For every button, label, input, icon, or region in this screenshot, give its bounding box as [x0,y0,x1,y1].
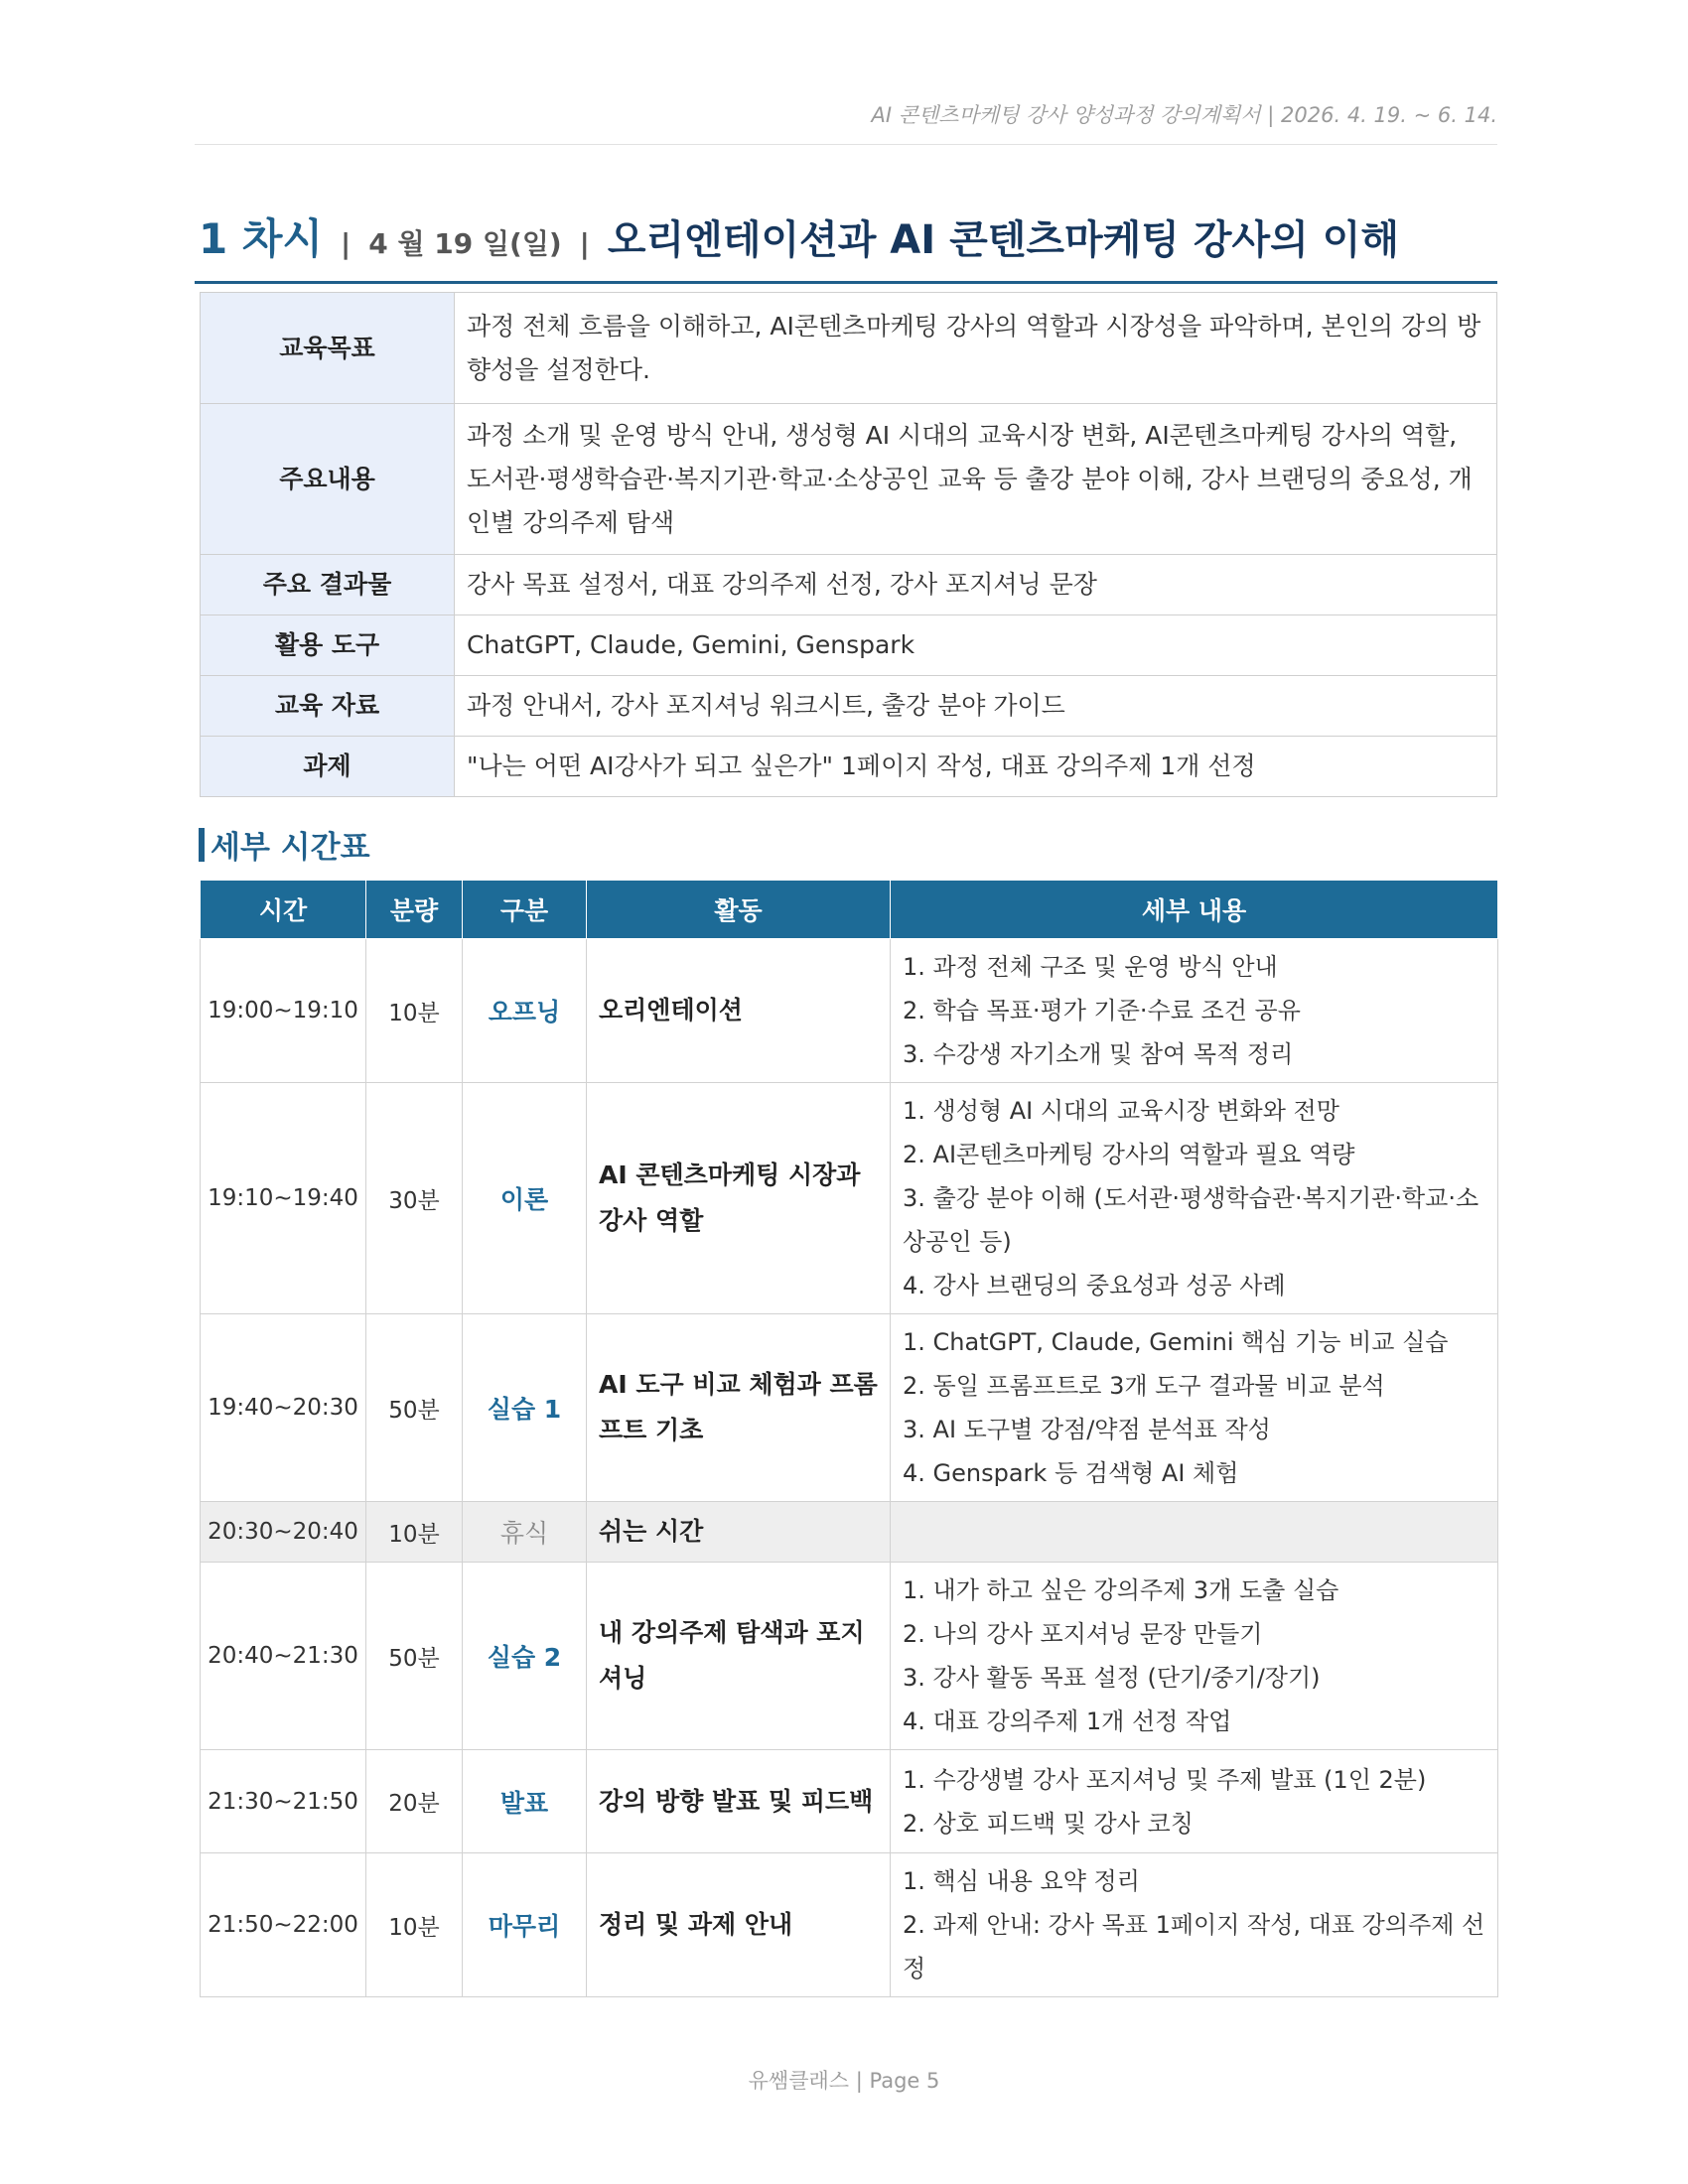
table-row [201,939,1498,1083]
info-value: 과정 전체 흐름을 이해하고, AI콘텐츠마케팅 강사의 역할과 시장성을 파악하며, 본인의 강의 방향성을 설정한다. [455,293,1497,404]
title-divider [195,281,1497,284]
row-duration: 10분 [366,939,463,1083]
info-value: ChatGPT, Claude, Gemini, Genspark [455,615,1497,676]
page-header: AI 콘텐츠마케팅 강사 양성과정 강의계획서 | 2026. 4. 19. ~ 6. 14. [871,103,1497,127]
row-time: 21:50~22:00 [201,1853,366,1997]
session-date: 4 월 19 일(일) [368,227,562,260]
row-duration: 50분 [366,1314,463,1502]
column-header-details: 세부 내용 [891,881,1498,939]
row-duration: 50분 [366,1563,463,1750]
heading-bar [199,828,205,862]
page-footer: 유쌤클래스 | Page 5 [748,2069,940,2093]
row-time: 19:40~20:30 [201,1314,366,1502]
title-separator: | [341,227,352,260]
info-row [201,615,1497,676]
info-label: 교육 자료 [201,676,455,737]
info-label: 주요 결과물 [201,555,455,615]
info-row [201,737,1497,797]
session-name: 오리엔테이션과 AI 콘텐츠마케팅 강사의 이해 [607,217,1399,263]
table-row [201,1563,1498,1750]
table-row [201,1853,1498,1997]
row-category: 실습 2 [463,1563,587,1750]
detail-item: 3. 수강생 자기소개 및 참여 목적 정리 [903,1040,1294,1068]
detail-item: 3. AI 도구별 강점/약점 분석표 작성 [903,1416,1271,1443]
row-time: 20:30~20:40 [201,1502,366,1563]
row-duration: 30분 [366,1083,463,1314]
row-duration: 10분 [366,1853,463,1997]
info-label: 활용 도구 [201,615,455,676]
session-info-table [200,292,1497,797]
info-row [201,555,1497,615]
detail-item: 1. 내가 하고 싶은 강의주제 3개 도출 실습 [903,1576,1339,1604]
detail-item: 2. 과제 안내: 강사 목표 1페이지 작성, 대표 강의주제 선정 [903,1911,1485,1982]
detail-item: 2. 나의 강사 포지셔닝 문장 만들기 [903,1620,1263,1648]
detail-item: 4. 대표 강의주제 1개 선정 작업 [903,1707,1232,1735]
row-category: 실습 1 [463,1314,587,1502]
detail-item: 1. 생성형 AI 시대의 교육시장 변화와 전망 [903,1097,1339,1125]
table-row-break [201,1502,1498,1563]
info-label: 주요내용 [201,404,455,555]
row-details [891,1563,1498,1750]
info-value: 과정 소개 및 운영 방식 안내, 생성형 AI 시대의 교육시장 변화, AI콘텐츠마케팅 강사의 역할, 도서관·평생학습관·복지기관·학교·소상공인 교육 등 출강 분야 이해, 강사 브랜딩의 중요성, 개인별 강의주제 탐색 [455,404,1497,555]
info-label: 과제 [201,737,455,797]
table-row [201,1314,1498,1502]
row-activity: 정리 및 과제 안내 [587,1853,891,1997]
column-header-category: 구분 [463,881,587,939]
column-header-activity: 활동 [587,881,891,939]
info-value: 과정 안내서, 강사 포지셔닝 워크시트, 출강 분야 가이드 [455,676,1497,737]
row-details [891,939,1498,1083]
row-time: 21:30~21:50 [201,1750,366,1853]
row-category: 이론 [463,1083,587,1314]
detail-item: 3. 출강 분야 이해 (도서관·평생학습관·복지기관·학교·소상공인 등) [903,1184,1479,1256]
info-value: 강사 목표 설정서, 대표 강의주제 선정, 강사 포지셔닝 문장 [455,555,1497,615]
row-category: 마무리 [463,1853,587,1997]
row-duration: 10분 [366,1502,463,1563]
row-time: 20:40~21:30 [201,1563,366,1750]
detail-item: 1. 핵심 내용 요약 정리 [903,1867,1140,1895]
detail-item: 1. ChatGPT, Claude, Gemini 핵심 기능 비교 실습 [903,1328,1449,1356]
row-activity: 강의 방향 발표 및 피드백 [587,1750,891,1853]
schedule-header-row [201,881,1498,939]
schedule-heading [199,822,370,867]
info-row [201,676,1497,737]
title-separator: | [579,227,590,260]
row-activity: AI 도구 비교 체험과 프롬프트 기초 [587,1314,891,1502]
session-number: 1 차시 [199,214,323,263]
row-details [891,1083,1498,1314]
info-row [201,293,1497,404]
row-details [891,1853,1498,1997]
schedule-table [200,880,1498,1997]
row-time: 19:10~19:40 [201,1083,366,1314]
row-activity: 내 강의주제 탐색과 포지셔닝 [587,1563,891,1750]
row-activity: AI 콘텐츠마케팅 시장과 강사 역할 [587,1083,891,1314]
detail-item: 2. 동일 프롬프트로 3개 도구 결과물 비교 분석 [903,1372,1385,1400]
row-activity: 쉬는 시간 [587,1502,891,1563]
info-label: 교육목표 [201,293,455,404]
info-value: "나는 어떤 AI강사가 되고 싶은가" 1페이지 작성, 대표 강의주제 1개 선정 [455,737,1497,797]
column-header-duration: 분량 [366,881,463,939]
row-details [891,1502,1498,1563]
row-category: 발표 [463,1750,587,1853]
detail-item: 2. AI콘텐츠마케팅 강사의 역할과 필요 역량 [903,1141,1355,1168]
detail-item: 3. 강사 활동 목표 설정 (단기/중기/장기) [903,1664,1321,1692]
schedule-heading-text: 세부 시간표 [211,830,370,866]
detail-item: 1. 수강생별 강사 포지셔닝 및 주제 발표 (1인 2분) [903,1765,1427,1794]
header-divider [195,144,1497,145]
detail-item: 4. Genspark 등 검색형 AI 체험 [903,1459,1239,1487]
row-details [891,1750,1498,1853]
row-category: 오프닝 [463,939,587,1083]
row-category: 휴식 [463,1502,587,1563]
row-details [891,1314,1498,1502]
detail-item: 1. 과정 전체 구조 및 운영 방식 안내 [903,953,1278,981]
row-duration: 20분 [366,1750,463,1853]
session-title [199,206,1497,266]
column-header-time: 시간 [201,881,366,939]
table-row [201,1083,1498,1314]
row-time: 19:00~19:10 [201,939,366,1083]
detail-item: 2. 학습 목표·평가 기준·수료 조건 공유 [903,997,1301,1024]
table-row [201,1750,1498,1853]
detail-item: 4. 강사 브랜딩의 중요성과 성공 사례 [903,1272,1286,1299]
info-row [201,404,1497,555]
row-activity: 오리엔테이션 [587,939,891,1083]
detail-item: 2. 상호 피드백 및 강사 코칭 [903,1809,1194,1838]
